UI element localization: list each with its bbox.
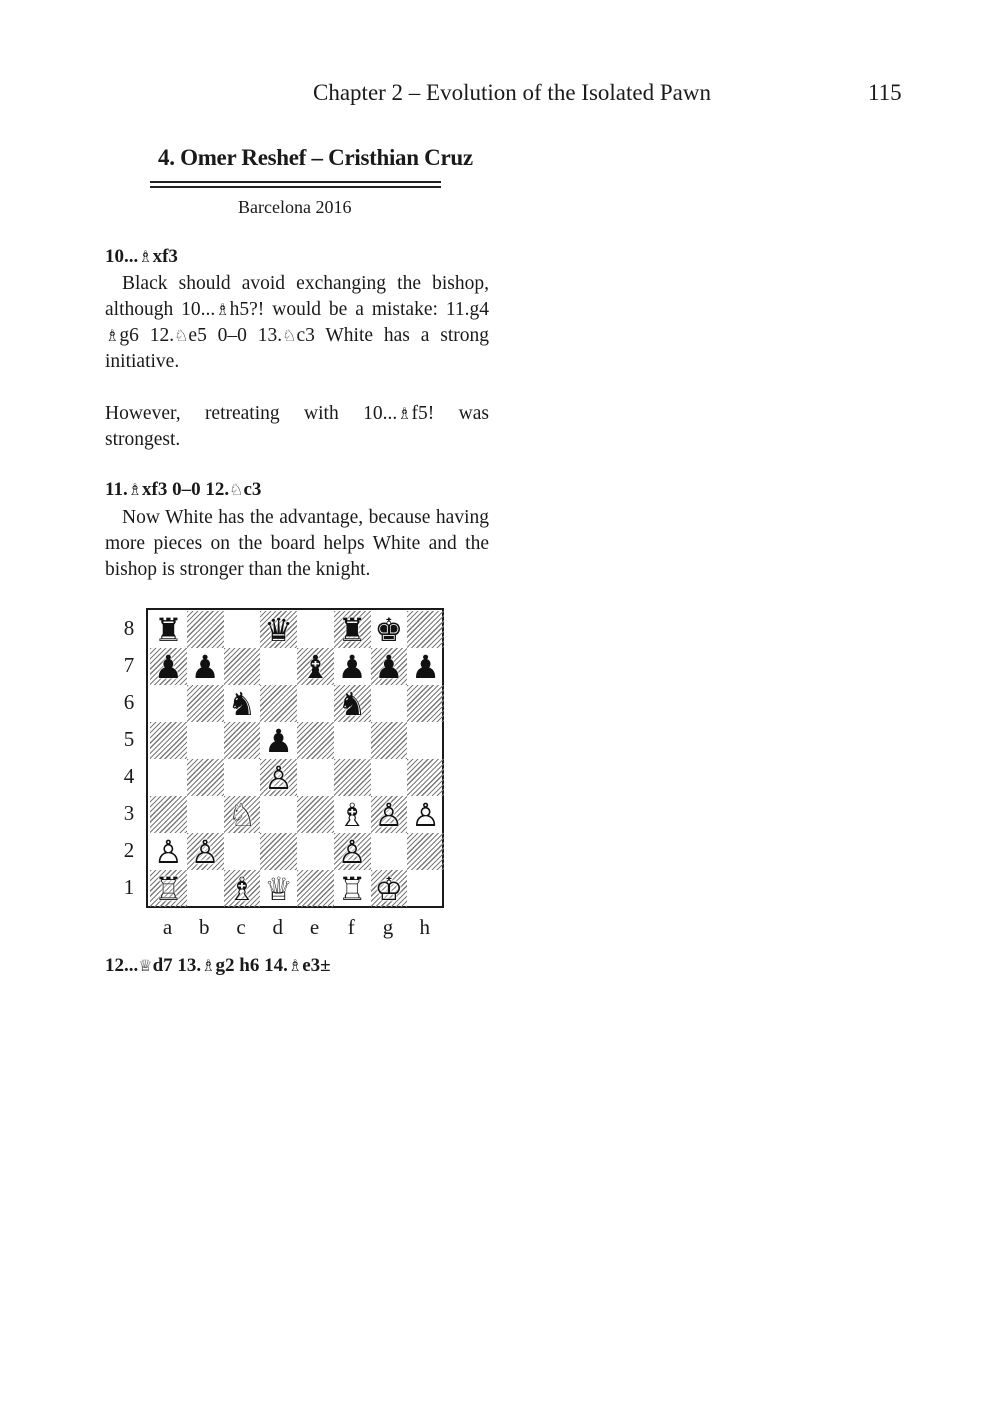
white-rook-icon: ♖ xyxy=(337,869,367,908)
square-f5 xyxy=(334,722,371,759)
square-h8 xyxy=(407,611,444,648)
black-rook-icon: ♜ xyxy=(154,610,183,649)
square-h6 xyxy=(407,685,444,722)
commentary-paragraph-3: Now White has the advantage, because having more pieces on the board helps White and the bishop is stronger than the knight. xyxy=(105,507,489,580)
bishop-figurine-icon: ♗ xyxy=(138,247,153,266)
square-f1 xyxy=(334,870,371,907)
square-g5 xyxy=(371,722,408,759)
bishop-figurine-icon: ♗ xyxy=(287,956,303,975)
square-a8 xyxy=(150,611,187,648)
square-b6 xyxy=(187,685,224,722)
evaluation-symbol: ± xyxy=(320,955,331,976)
file-label: g xyxy=(382,915,394,939)
square-d3 xyxy=(260,796,297,833)
square-c6 xyxy=(224,685,261,722)
square-e8 xyxy=(297,611,334,648)
square-f4 xyxy=(334,759,371,796)
square-h1 xyxy=(407,870,444,907)
move-line-1: 10...♗xf3 xyxy=(105,246,178,267)
bishop-figurine-icon: ♗ xyxy=(201,956,216,975)
commentary-paragraph-1: Black should avoid exchanging the bishop, although 10...♗h5?! would be a mistake: 11.g4 ♗g6 12.♘e5 0–0 13.♘c3 White has a strong initiative. xyxy=(105,273,489,372)
square-c3 xyxy=(224,796,261,833)
square-a6 xyxy=(150,685,187,722)
file-label: a xyxy=(162,915,173,939)
running-header: Chapter 2 – Evolution of the Isolated Pawn xyxy=(313,80,711,105)
white-pawn-icon: ♙ xyxy=(337,832,367,871)
square-c7 xyxy=(224,648,261,685)
black-king-icon: ♚ xyxy=(374,610,404,649)
title-rule-bottom xyxy=(150,186,441,188)
square-d5 xyxy=(260,722,297,759)
file-label: e xyxy=(309,915,320,939)
queen-figurine-icon: ♕ xyxy=(138,956,153,975)
square-e1 xyxy=(297,870,334,907)
rank-label: 3 xyxy=(123,801,135,825)
square-f8 xyxy=(334,611,371,648)
rank-label: 4 xyxy=(123,764,135,788)
white-queen-icon: ♕ xyxy=(264,869,293,908)
board-grid xyxy=(150,611,444,907)
move-line-2: 11.♗xf3 0–0 12.♘c3 xyxy=(105,479,262,500)
white-pawn-icon: ♙ xyxy=(190,832,220,871)
commentary-paragraph-2: However, retreating with 10...♗f5! was strongest. xyxy=(105,403,489,450)
file-label: d xyxy=(272,915,283,939)
square-d4 xyxy=(260,759,297,796)
square-f7 xyxy=(334,648,371,685)
square-g4 xyxy=(371,759,408,796)
square-a2 xyxy=(150,833,187,870)
file-label: b xyxy=(199,915,210,939)
black-pawn-icon: ♟ xyxy=(154,647,183,686)
square-a3 xyxy=(150,796,187,833)
rank-label: 5 xyxy=(123,727,135,751)
black-queen-icon: ♛ xyxy=(264,610,293,649)
square-b7 xyxy=(187,648,224,685)
square-e6 xyxy=(297,685,334,722)
black-pawn-icon: ♟ xyxy=(264,721,293,760)
square-a1 xyxy=(150,870,187,907)
knight-figurine-icon: ♘ xyxy=(229,480,244,499)
square-f3 xyxy=(334,796,371,833)
square-g3 xyxy=(371,796,408,833)
rank-label: 2 xyxy=(123,838,135,862)
square-c5 xyxy=(224,722,261,759)
square-h2 xyxy=(407,833,444,870)
square-b5 xyxy=(187,722,224,759)
square-b3 xyxy=(187,796,224,833)
square-g1 xyxy=(371,870,408,907)
square-h3 xyxy=(407,796,444,833)
square-g6 xyxy=(371,685,408,722)
bishop-figurine-icon: ♗ xyxy=(127,480,143,499)
square-e5 xyxy=(297,722,334,759)
bishop-figurine-icon: ♗ xyxy=(397,404,412,423)
white-pawn-icon: ♙ xyxy=(411,795,440,834)
square-d7 xyxy=(260,648,297,685)
white-pawn-icon: ♙ xyxy=(374,795,404,834)
black-pawn-icon: ♟ xyxy=(374,647,404,686)
square-f2 xyxy=(334,833,371,870)
rank-label: 8 xyxy=(123,616,135,640)
square-b2 xyxy=(187,833,224,870)
square-c1 xyxy=(224,870,261,907)
event-line: Barcelona 2016 xyxy=(238,197,352,217)
black-knight-icon: ♞ xyxy=(337,684,367,723)
square-a4 xyxy=(150,759,187,796)
file-label: h xyxy=(419,915,430,939)
white-knight-icon: ♘ xyxy=(227,795,257,834)
black-rook-icon: ♜ xyxy=(337,610,367,649)
bishop-figurine-icon: ♗ xyxy=(105,326,120,345)
square-h4 xyxy=(407,759,444,796)
bishop-figurine-icon: ♗ xyxy=(215,300,230,319)
page-number: 115 xyxy=(868,80,902,105)
square-b1 xyxy=(187,870,224,907)
white-rook-icon: ♖ xyxy=(154,869,183,908)
square-h5 xyxy=(407,722,444,759)
file-label: c xyxy=(236,915,246,939)
rank-label: 6 xyxy=(123,690,135,714)
knight-figurine-icon: ♘ xyxy=(282,326,297,345)
square-c4 xyxy=(224,759,261,796)
square-g2 xyxy=(371,833,408,870)
square-h7 xyxy=(407,648,444,685)
game-title: 4. Omer Reshef – Cristhian Cruz xyxy=(158,145,473,170)
square-e4 xyxy=(297,759,334,796)
black-bishop-icon: ♝ xyxy=(301,647,330,686)
title-rule-top xyxy=(150,181,441,183)
square-e2 xyxy=(297,833,334,870)
file-label: f xyxy=(347,915,355,939)
square-e3 xyxy=(297,796,334,833)
white-king-icon: ♔ xyxy=(374,869,404,908)
black-pawn-icon: ♟ xyxy=(190,647,220,686)
white-bishop-icon: ♗ xyxy=(227,869,257,908)
black-knight-icon: ♞ xyxy=(227,684,257,723)
square-g7 xyxy=(371,648,408,685)
chess-diagram xyxy=(146,608,444,908)
square-a7 xyxy=(150,648,187,685)
black-pawn-icon: ♟ xyxy=(337,647,367,686)
knight-figurine-icon: ♘ xyxy=(174,326,189,345)
move-line-3: 12...♕d7 13.♗g2 h6 14.♗e3± xyxy=(105,955,331,976)
square-e7 xyxy=(297,648,334,685)
square-d2 xyxy=(260,833,297,870)
white-pawn-icon: ♙ xyxy=(264,758,293,797)
rank-label: 1 xyxy=(123,875,135,899)
white-pawn-icon: ♙ xyxy=(154,832,183,871)
square-b8 xyxy=(187,611,224,648)
square-c2 xyxy=(224,833,261,870)
square-b4 xyxy=(187,759,224,796)
square-d1 xyxy=(260,870,297,907)
white-bishop-icon: ♗ xyxy=(337,795,367,834)
rank-label: 7 xyxy=(123,653,135,677)
square-f6 xyxy=(334,685,371,722)
square-d8 xyxy=(260,611,297,648)
black-pawn-icon: ♟ xyxy=(411,647,440,686)
square-g8 xyxy=(371,611,408,648)
square-a5 xyxy=(150,722,187,759)
square-c8 xyxy=(224,611,261,648)
square-d6 xyxy=(260,685,297,722)
